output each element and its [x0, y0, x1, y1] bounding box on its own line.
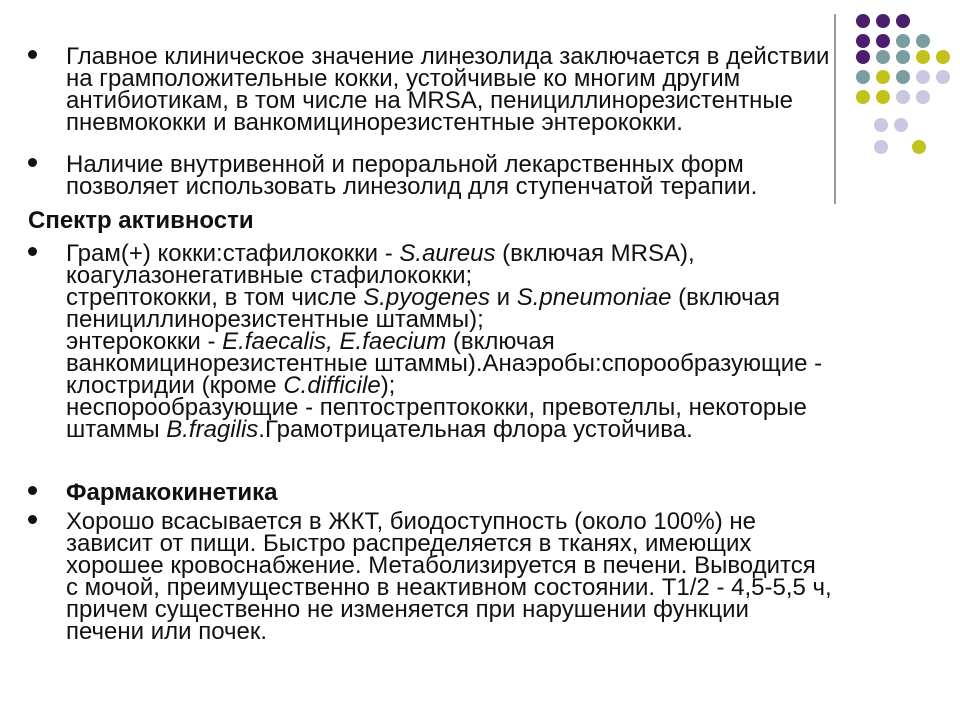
decorative-dot	[896, 14, 910, 28]
decorative-vertical-line	[834, 14, 836, 204]
decorative-dot	[896, 70, 910, 84]
decorative-dot	[896, 34, 910, 48]
organism-name: C.difficile	[283, 372, 381, 399]
text-line: позволяет использовать линезолид для ступенчатой терапии.	[66, 173, 758, 200]
decorative-dot	[876, 50, 890, 64]
paragraph-dosage-forms	[66, 151, 758, 200]
decorative-dot	[874, 118, 888, 132]
decorative-dot	[856, 34, 870, 48]
heading-pharmacokinetics: Фармакокинетика	[66, 479, 278, 506]
decorative-dot	[856, 70, 870, 84]
text-line: хорошее кровоснабжение. Метаболизируется в печени. Выводится	[66, 552, 816, 579]
decorative-dot	[936, 50, 950, 64]
decorative-dot	[856, 90, 870, 104]
organism-name: S.pneumoniae	[516, 284, 672, 311]
bullet-icon	[28, 247, 37, 256]
decorative-dot	[876, 70, 890, 84]
decorative-dot	[936, 70, 950, 84]
paragraph-main-significance	[66, 43, 830, 136]
decorative-dot	[896, 90, 910, 104]
organism-name: S.aureus	[399, 240, 496, 267]
text-line: пневмококки и ванкомицинорезистентные энтерококки.	[66, 109, 683, 136]
paragraph-pharmacokinetics	[66, 508, 832, 645]
bullet-icon	[28, 158, 37, 167]
decorative-dot	[876, 34, 890, 48]
text-line: Главное клиническое значение линезолида заключается в действии	[66, 43, 830, 70]
heading-spectrum: Спектр активности	[28, 207, 254, 234]
text-line: зависит от пищи. Быстро распределяется в тканях, имеющих	[66, 530, 752, 557]
text-line: на грамположительные кокки, устойчивые ко многим другим	[66, 65, 741, 92]
decorative-dot	[876, 90, 890, 104]
text-line: Наличие внутривенной и пероральной лекарственных форм	[66, 151, 744, 178]
decorative-dot	[874, 140, 888, 154]
decorative-dot	[916, 90, 930, 104]
paragraph-spectrum: Грам(+) кокки:стафилококки - S.aureus (включая MRSA), коагулазонегативные стафилококки; стрептококки, в том числе S.pyogenes и S.pneumoniae (включая пенициллинорезистентные штаммы); энтерококки - E.faecalis, E.faecium (включая ванкомицинорезистентные штаммы).Анаэробы:спорообразующие - клостридии (кроме C.difficile); неспорообразующие - пептострептококки, превотеллы, некоторые штаммы B.fragilis.Грамотрицательная флора устойчива.	[66, 240, 823, 443]
bullet-icon	[28, 515, 37, 524]
decorative-dot	[856, 14, 870, 28]
organism-name: B.fragilis	[166, 416, 259, 443]
bullet-icon	[28, 50, 37, 59]
text-line: антибиотикам, в том числе на MRSA, пенициллинорезистентные	[66, 87, 794, 114]
decorative-dot	[896, 50, 910, 64]
decorative-dot	[916, 34, 930, 48]
decorative-dot	[894, 118, 908, 132]
decorative-dot	[876, 14, 890, 28]
bullet-icon	[28, 486, 37, 495]
decorative-dot	[916, 70, 930, 84]
decorative-dot	[916, 50, 930, 64]
text-line: Хорошо всасывается в ЖКТ, биодоступность (около 100%) не	[66, 508, 756, 535]
organism-name: E.faecalis, E.faecium	[222, 328, 447, 355]
text-line: причем существенно не изменяется при нарушении функции	[66, 596, 749, 623]
decorative-dot	[912, 140, 926, 154]
text-line: печени или почек.	[66, 618, 268, 645]
organism-name: S.pyogenes	[363, 284, 490, 311]
decorative-dot	[856, 50, 870, 64]
text-line: с мочой, преимущественно в неактивном состоянии. T1/2 - 4,5-5,5 ч,	[66, 574, 832, 601]
